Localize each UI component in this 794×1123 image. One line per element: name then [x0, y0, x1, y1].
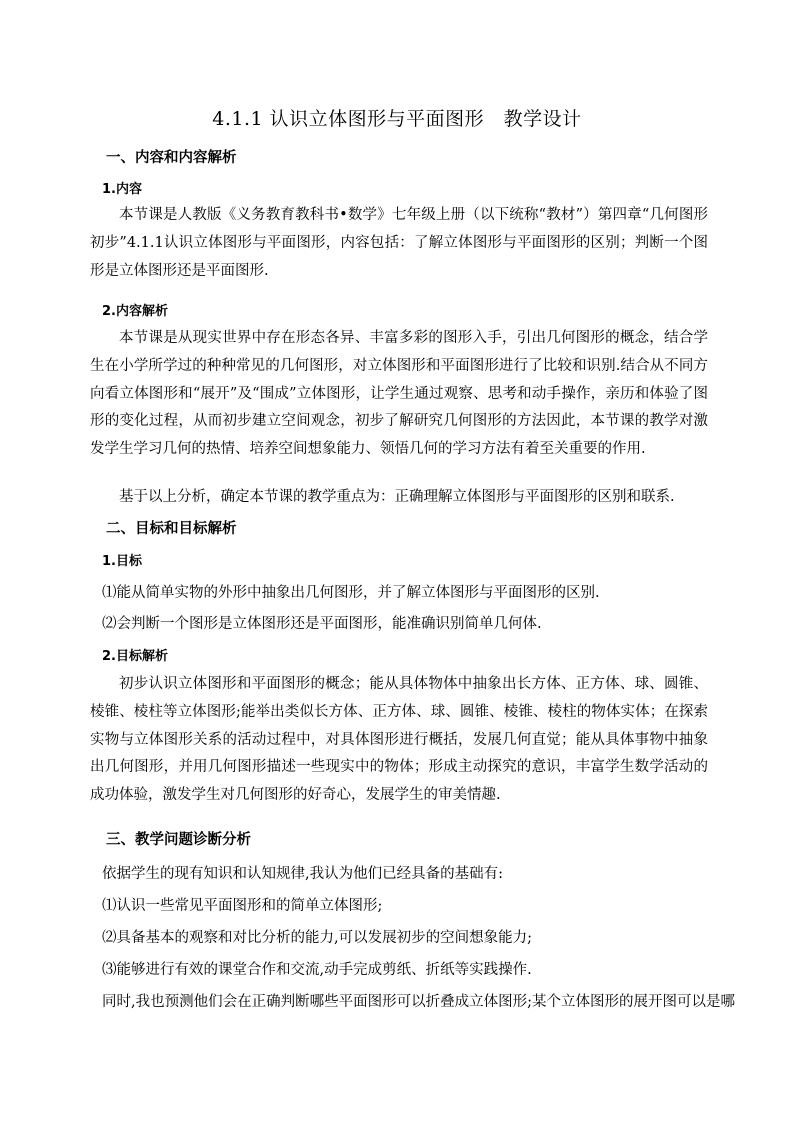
document-title: 4.1.1 认识立体图形与平面图形 教学设计 — [212, 108, 582, 130]
paragraph-goals-analysis: 初步认识立体图形和平面图形的概念；能从具体物体中抽象出长方体、正方体、球、圆锥、棱锥、棱柱等立体图形;能举出类似长方体、正方体、球、圆锥、棱锥、棱柱的物体实体；在探索实物与立体图形关系的活动过程中，对具体图形进行概括，发展几何直觉；能从具体事物中抽象出几何图形，并用几何图形描述一些现实中的物体；形成主动探究的意识，丰富学生数学活动的成功体验，激发学生对几何图形的好奇心，发展学生的审美情趣. — [90, 676, 708, 804]
subheading-goals: 1.目标 — [102, 554, 142, 569]
list-item: ⑴认识一些常见平面图形和的简单立体图形; — [102, 898, 383, 914]
section-heading-content: 一、内容和内容解析 — [106, 149, 237, 166]
subheading-content: 1.内容 — [102, 182, 142, 197]
subheading-goals-analysis: 2.目标解析 — [102, 649, 168, 664]
paragraph-key-point: 基于以上分析，确定本节课的教学重点为：正确理解立体图形与平面图形的区别和联系. — [119, 489, 675, 505]
section-heading-diagnosis: 三、教学问题诊断分析 — [106, 831, 251, 848]
list-item: ⑵具备基本的观察和对比分析的能力,可以发展初步的空间想象能力; — [102, 930, 532, 946]
paragraph-diagnosis-prediction: 同时,我也预测他们会在正确判断哪些平面图形可以折叠成立体图形;某个立体图形的展开图可以是哪 — [102, 994, 735, 1010]
paragraph-content: 本节课是人教版《义务教育教科书•数学》七年级上册（以下统称“教材”）第四章“几何图形初步”4.1.1认识立体图形与平面图形，内容包括：了解立体图形与平面图形的区别；判断一个图形是立体图形还是平面图形. — [90, 207, 708, 279]
section-heading-goals: 二、目标和目标解析 — [106, 520, 237, 537]
goal-item: ⑵会判断一个图形是立体图形还是平面图形，能准确识别简单几何体. — [102, 616, 542, 632]
subheading-content-analysis: 2.内容解析 — [102, 304, 168, 319]
paragraph-diagnosis-intro: 依据学生的现有知识和认知规律,我认为他们已经具备的基础有: — [102, 866, 503, 882]
goal-item: ⑴能从简单实物的外形中抽象出几何图形，并了解立体图形与平面图形的区别. — [102, 585, 600, 601]
paragraph-content-analysis: 本节课是从现实世界中存在形态各异、丰富多彩的图形入手，引出几何图形的概念，结合学生在小学所学过的种种常见的几何图形，对立体图形和平面图形进行了比较和识别.结合从不同方向看立体图形和“展开”及“围成”立体图形，让学生通过观察、思考和动手操作，亲历和体验了图形的变化过程，从而初步建立空间观念，初步了解研究几何图形的方法因此，本节课的教学对激发学生学习几何的热情、培养空间想象能力、领悟几何的学习方法有着至关重要的作用. — [90, 330, 708, 458]
list-item: ⑶能够进行有效的课堂合作和交流,动手完成剪纸、折纸等实践操作. — [102, 962, 532, 978]
